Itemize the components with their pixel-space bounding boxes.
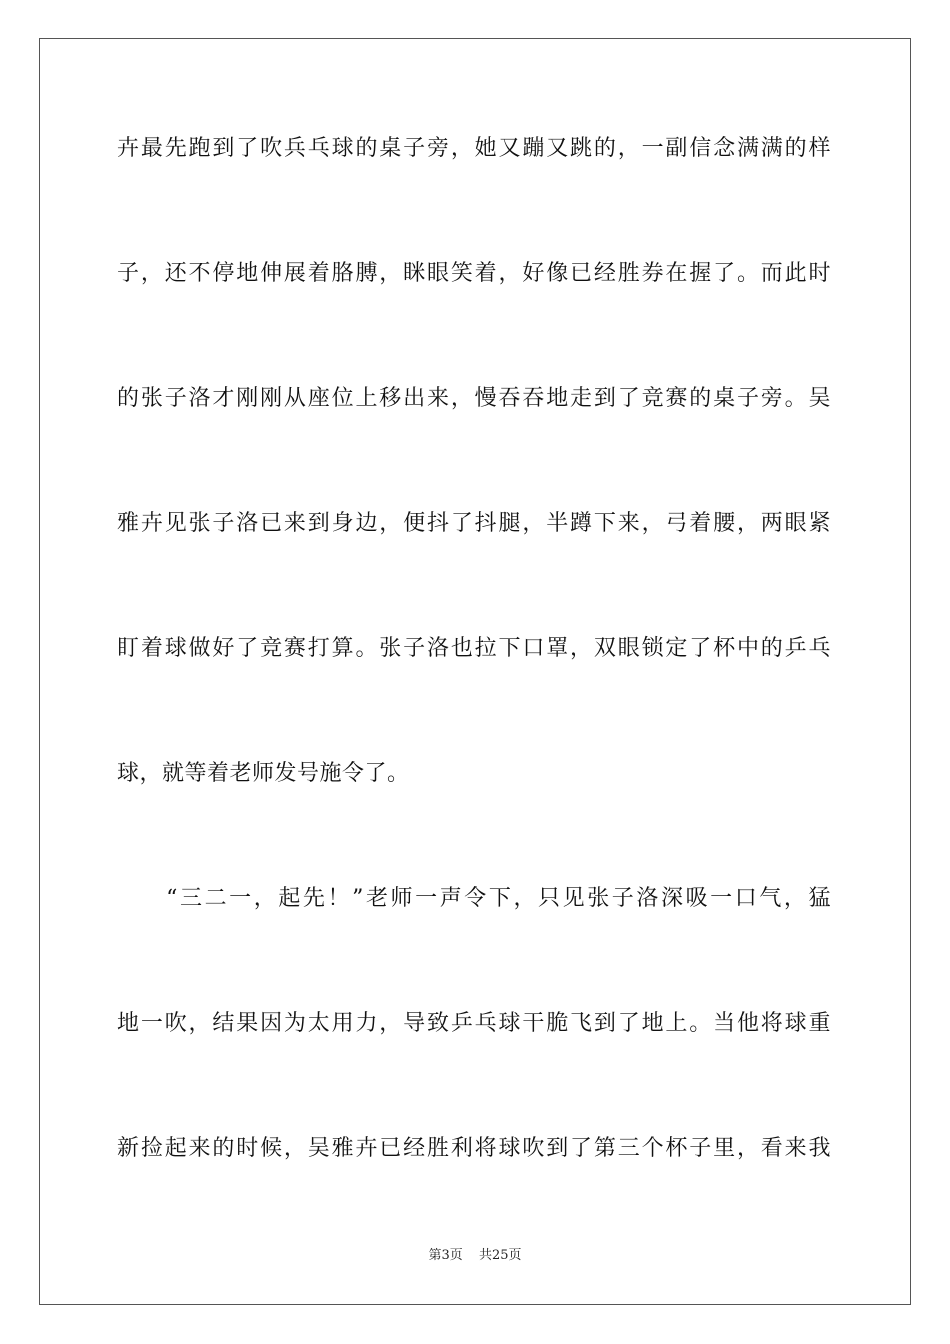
body-text-line: “三二一，起先！”老师一声令下，只见张子洛深吸一口气，猛 — [117, 886, 831, 911]
body-text-line: 的张子洛才刚刚从座位上移出来，慢吞吞地走到了竞赛的桌子旁。吴 — [117, 386, 831, 411]
body-text-line: 球，就等着老师发号施令了。 — [117, 761, 410, 786]
body-text-line: 子，还不停地伸展着胳膊，眯眼笑着，好像已经胜券在握了。而此时 — [117, 261, 831, 286]
page-footer — [0, 1248, 950, 1264]
page-border — [39, 38, 911, 1305]
body-text-line: 新捡起来的时候，吴雅卉已经胜利将球吹到了第三个杯子里，看来我 — [117, 1136, 831, 1161]
body-text-line: 盯着球做好了竞赛打算。张子洛也拉下口罩，双眼锁定了杯中的乒乓 — [117, 636, 831, 661]
page-number: 第3页 — [428, 1248, 463, 1263]
body-text-line: 地一吹，结果因为太用力，导致乒乓球干脆飞到了地上。当他将球重 — [117, 1011, 831, 1036]
page-total: 共25页 — [478, 1248, 522, 1263]
body-text-line: 雅卉见张子洛已来到身边，便抖了抖腿，半蹲下来，弓着腰，两眼紧 — [117, 511, 831, 536]
body-text-line: 卉最先跑到了吹兵乓球的桌子旁，她又蹦又跳的，一副信念满满的样 — [117, 136, 831, 161]
